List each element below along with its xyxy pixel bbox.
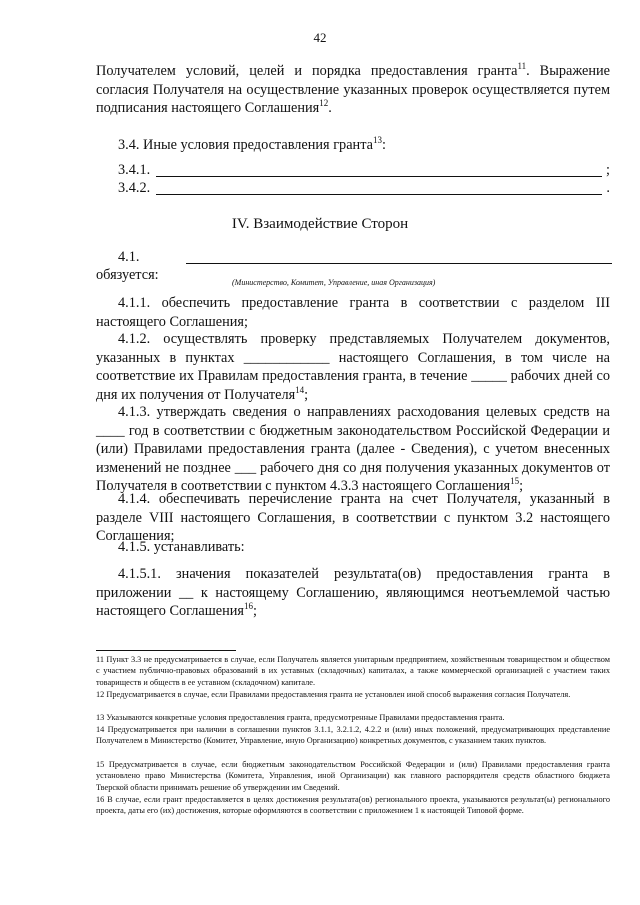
p-4-1-5-1-b: к настоящему Соглашению, являющимся неотъемлемой частью настоящего Соглашения [96, 584, 611, 619]
paragraph-4-1-2 [96, 330, 610, 404]
intro-text-b: . Выражение согласия Получателя на осуществление указанных проверок осуществляется путем подписания настоящего Соглашения [96, 63, 610, 116]
line-label-3-4-1: 3.4.1. [118, 162, 151, 178]
paragraph-4-1-5-1 [96, 565, 610, 621]
blank-field: ____ [96, 422, 125, 439]
p-3-4-end: : [381, 137, 386, 153]
blank-line [156, 176, 602, 177]
p-4-1-3-b: год в соответствии с бюджетным законодательством Российской Федерации и (или) Правилами предоставления гранта (далее - Сведения), с учетом внесенных изменений не позднее [96, 422, 610, 476]
footnote-ref-14: 14 [295, 384, 305, 395]
organization-caption: (Министерство, Комитет, Управление, иная Организация) [232, 278, 436, 287]
p-4-1-3-d: ; [519, 478, 524, 494]
paragraph-4-1-5: 4.1.5. устанавливать: [118, 539, 245, 555]
p-4-1-3-a: 4.1.3. утверждать сведения о направлениях расходования целевых средств на [118, 404, 610, 420]
paragraph-3-4 [118, 136, 632, 155]
footnote-ref-11: 11 [517, 61, 527, 72]
blank-field: __ [178, 584, 194, 601]
footnote-14: 14 Предусматривается при наличии в соглашении пунктов 3.1.1, 3.2.1.2, 4.2.2 и (или) иных положений, предусматривающих представление Получателем в Министерство (Комитет, Управление, иную Организацию) конкретных документов, с указанием таких пунктов. [96, 725, 610, 746]
p-4-1-2-c: рабочих дней со дня их получения от Получателя [96, 368, 611, 403]
footnote-separator [96, 650, 236, 651]
p-4-1-5-1-c: ; [252, 603, 257, 619]
paragraph-4-1-3 [96, 403, 610, 496]
blank-field: _____ [471, 368, 507, 384]
line-end-3-4-2: . [606, 180, 610, 196]
footnote-16: 16 В случае, если грант предоставляется в целях достижения результата(ов) регионального проекта, указываются результат(ы) регионального проекта, даты его (их) достижения, которые оформляются в соответствии с приложением 1 к настоящей Типовой форме. [96, 795, 610, 816]
p-4-1-2-a: 4.1.2. осуществлять проверку представляемых Получателем документов, указанных в пунктах [96, 331, 610, 366]
blank-line [156, 194, 602, 195]
footnote-ref-15: 15 [510, 476, 520, 487]
p-3-4-text: 3.4. Иные условия предоставления гранта [118, 137, 373, 153]
footnote-13: 13 Указываются конкретные условия предоставления гранта, предусмотренные Правилами предоставления гранта. [96, 713, 505, 722]
p-4-1-3-c: рабочего дня со дня получения указанных документов от Получателя в соответствии с пунктом 4.3.3 настоящего Соглашения [96, 459, 611, 494]
fill-line-3-4-1 [118, 162, 610, 180]
footnote-ref-13: 13 [372, 135, 382, 146]
paragraph-intro [96, 62, 610, 118]
footnote-12: 12 Предусматривается в случае, если Правилами предоставления гранта не установлен иной способ выражения согласия Получателя. [96, 690, 571, 699]
line-end-3-4-1: ; [606, 162, 610, 178]
p-4-1-5-1-a: 4.1.5.1. значения показателей результата(ов) предоставления гранта в приложении [96, 566, 610, 601]
p-4-1-2-b: настоящего Соглашения, в том числе на соответствие их Правилам предоставления гранта, в течение [96, 349, 610, 384]
paragraph-4-1-1: 4.1.1. обеспечить предоставление гранта в соответствии с разделом III настоящего Соглашения; [96, 295, 610, 330]
blank-field: ___ [234, 459, 257, 476]
footnote-ref-12: 12 [319, 98, 329, 109]
footnote-ref-16: 16 [243, 601, 253, 612]
footnote-11: 11 Пункт 3.3 не предусматривается в случае, если Получатель является унитарным предприятием, хозяйственным товариществом и обществом с участием публично-правовых образований в их уставных (складочных) капиталах, а также коммерческой организацией с участием таких товариществ и обществ в ее уставном (складочном) капитале. [96, 655, 610, 687]
p-4-1-2-d: ; [304, 386, 309, 403]
line-label-3-4-2: 3.4.2. [118, 180, 151, 196]
intro-text-c: . [328, 100, 332, 116]
paragraph-4-1-4: 4.1.4. обеспечивать перечисление гранта на счет Получателя, указанный в разделе VIII настоящего Соглашения, в соответствии с пунктом 3.2 настоящего Соглашения; [96, 491, 610, 544]
p-4-1-obliged: обязуется: [96, 267, 159, 283]
blank-line [186, 263, 612, 264]
page-number: 42 [313, 30, 327, 45]
footnote-15: 15 Предусматривается в случае, если бюджетным законодательством Российской Федерации и (или) Правилами предоставления гранта установлено право Министерства (Комитета, Управления, иной Организации) как главного распорядителя средств областного бюджета Тверской области принимать решение об утверждении им Сведений. [96, 760, 610, 792]
intro-text-a: Получателем условий, целей и порядка предоставления гранта [96, 63, 518, 79]
p-4-1-label: 4.1. [118, 249, 140, 265]
section-heading: IV. Взаимодействие Сторон [231, 216, 409, 232]
blank-field: ____________ [243, 349, 330, 366]
fill-line-3-4-2 [118, 180, 610, 198]
